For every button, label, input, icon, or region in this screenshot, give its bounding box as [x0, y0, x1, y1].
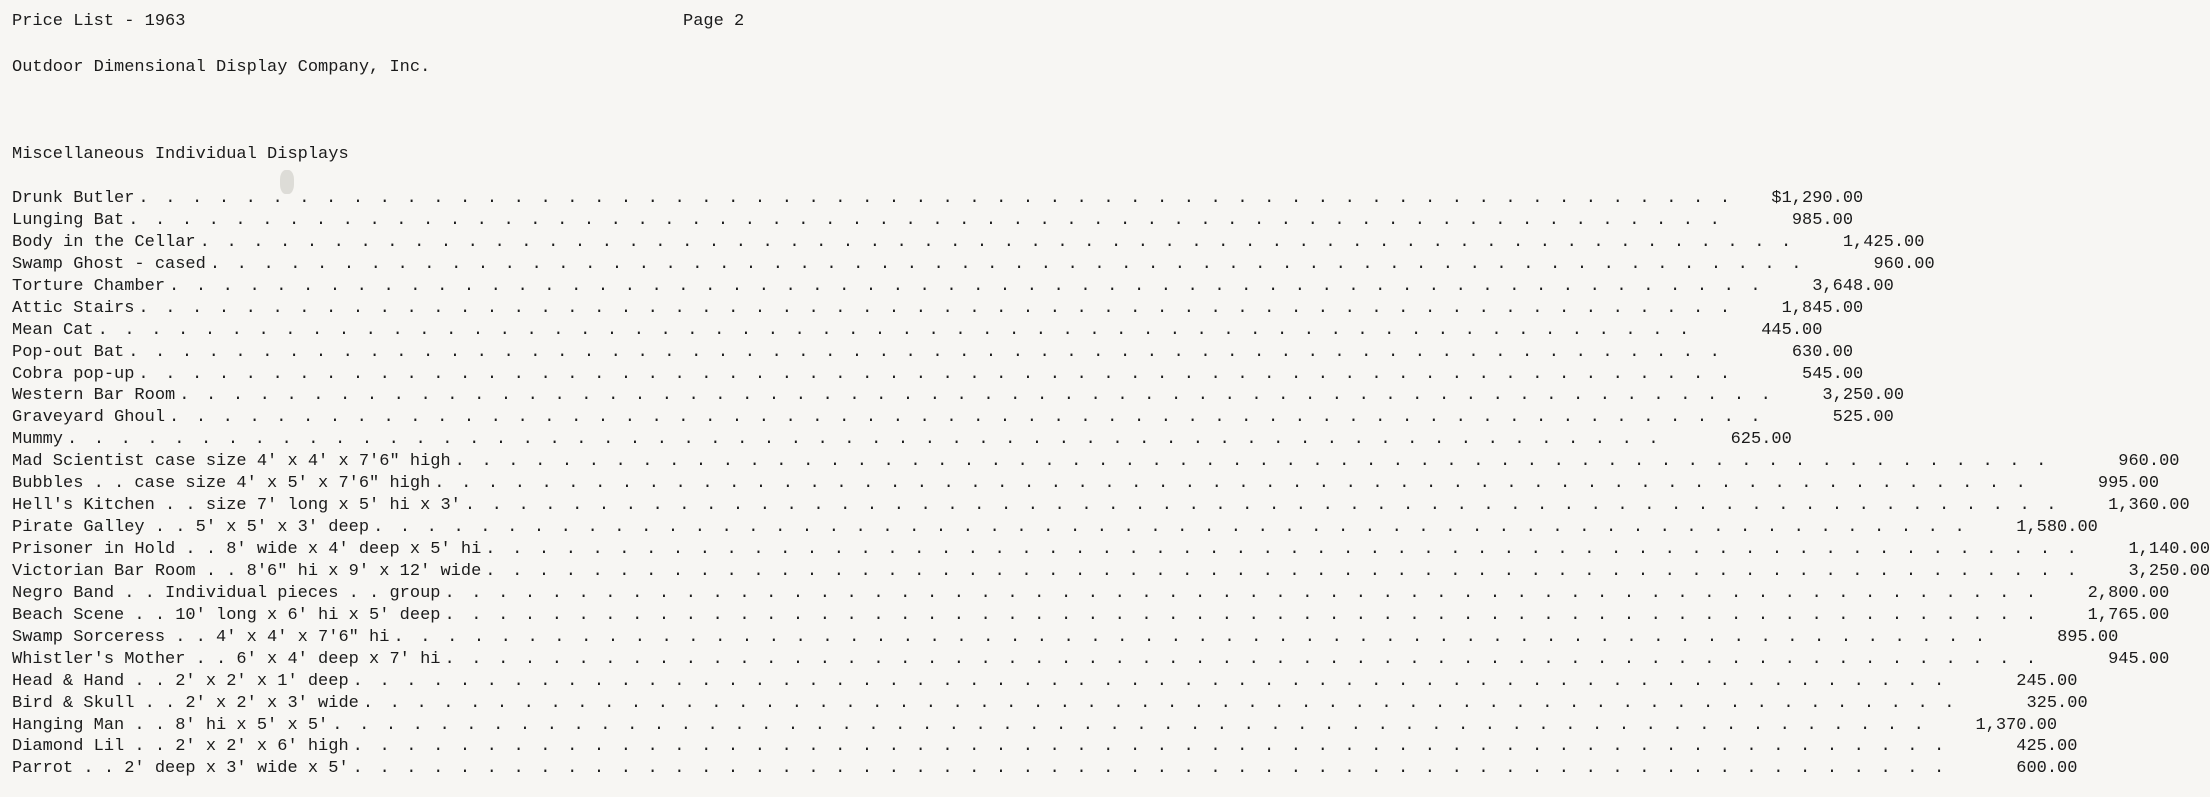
item-price: 3,250.00 [2128, 561, 2210, 581]
price-list-item [12, 342, 1854, 364]
price-list-item [12, 627, 2119, 649]
item-price: 630.00 [1791, 342, 1854, 362]
dot-leader: . . . . . . . . . . . . . . . . . . . . . . . . . . . . . . . . . . . . . . . . . . . . . . . . . . . . . . . . . . . . [485, 540, 2081, 559]
item-name: Hell's Kitchen . . size 7' long x 5' hi x 3' [12, 496, 461, 516]
dot-leader: . . . . . . . . . . . . . . . . . . . . . . . . . . . . . . . . . . . . . . . . . . . . . . . . . . . . . . . . . . . . [362, 693, 1958, 713]
item-name: Diamond Lil . . 2' x 2' x 6' high [12, 737, 349, 757]
dot-leader: . . . . . . . . . . . . . . . . . . . . . . . . . . . . . . . . . . . . . . . . . . . . . . . . . . . . . . . . . . . . [97, 320, 1693, 340]
document-title: Price List - 1963 [12, 12, 186, 31]
dot-leader: . . . . . . . . . . . . . . . . . . . . . . . . . . . . . . . . . . . . . . . . . . . . . . . . . . . . . . . . . . . . [67, 430, 1662, 450]
item-name: Body in the Cellar [12, 232, 196, 252]
price-list-item [12, 429, 1792, 451]
price-list-item [12, 320, 1823, 342]
item-price: 1,370.00 [1975, 715, 2058, 735]
item-name: Bird & Skull . . 2' x 2' x 3' wide [12, 693, 359, 713]
dot-leader: . . . . . . . . . . . . . . . . . . . . . . . . . . . . . . . . . . . . . . . . . . . . . . . . . . . . . . . . . . . . [464, 496, 2060, 516]
dot-leader: . . . . . . . . . . . . . . . . . . . . . . . . . . . . . . . . . . . . . . . . . . . . . . . . . . . . . . . . . . . . [444, 649, 2040, 669]
price-list-item [12, 693, 2088, 715]
item-name: Drunk Butler [12, 189, 135, 208]
dot-leader: . . . . . . . . . . . . . . . . . . . . . . . . . . . . . . . . . . . . . . . . . . . . . . . . . . . . . . . . . . . . [485, 561, 2081, 581]
item-name: Swamp Sorceress . . 4' x 4' x 7'6" hi [12, 627, 390, 647]
price-list-item [12, 561, 2210, 583]
item-name: Attic Stairs [12, 298, 135, 318]
item-price: 325.00 [2026, 693, 2088, 713]
item-price: 1,845.00 [1781, 298, 1864, 318]
dot-leader: . . . . . . . . . . . . . . . . . . . . . . . . . . . . . . . . . . . . . . . . . . . . . . . . . . . . . . . . . . . . [444, 605, 2040, 625]
price-list-item [12, 473, 2160, 495]
item-price: 995.00 [2097, 474, 2160, 494]
price-list-item [12, 539, 2210, 561]
item-price: 2,800.00 [2087, 583, 2170, 603]
item-price: 425.00 [2016, 737, 2078, 757]
item-name: Head & Hand . . 2' x 2' x 1' deep [12, 671, 349, 691]
item-name: Lunging Bat [12, 210, 125, 230]
item-price: $1,290.00 [1771, 189, 1864, 208]
price-list-item [12, 276, 1894, 298]
dot-leader: . . . . . . . . . . . . . . . . . . . . . . . . . . . . . . . . . . . . . . . . . . . . . . . . . . . . . . . . . . . . [138, 189, 1734, 208]
dot-leader: . . . . . . . . . . . . . . . . . . . . . . . . . . . . . . . . . . . . . . . . . . . . . . . . . . . . . . . . . . . . [128, 342, 1724, 362]
page-number: Page 2 [683, 12, 745, 31]
item-name: Whistler's Mother . . 6' x 4' deep x 7' hi [12, 649, 441, 669]
item-name: Pop-out Bat [12, 342, 125, 362]
item-price: 445.00 [1761, 320, 1823, 340]
item-price: 960.00 [1873, 254, 1935, 274]
item-price: 895.00 [2057, 627, 2119, 647]
dot-leader: . . . . . . . . . . . . . . . . . . . . . . . . . . . . . . . . . . . . . . . . . . . . . . . . . . . . . . . . . . . . [199, 232, 1795, 252]
item-price: 3,250.00 [1822, 386, 1905, 406]
price-list-item [12, 605, 2170, 627]
price-list-item [12, 736, 2078, 758]
dot-leader: . . . . . . . . . . . . . . . . . . . . . . . . . . . . . . . . . . . . . . . . . . . . . . . . . . . . . . . . . . . . [352, 671, 1948, 691]
item-price: 960.00 [2118, 452, 2180, 472]
dot-leader: . . . . . . . . . . . . . . . . . . . . . . . . . . . . . . . . . . . . . . . . . . . . . . . . . . . . . . . . . . . . [393, 627, 1989, 647]
item-name: Prisoner in Hold . . 8' wide x 4' deep x 5' hi [12, 540, 482, 559]
item-price: 545.00 [1802, 364, 1864, 384]
dot-leader: . . . . . . . . . . . . . . . . . . . . . . . . . . . . . . . . . . . . . . . . . . . . . . . . . . . . . . . . . . . . [434, 474, 2030, 494]
item-price: 625.00 [1730, 430, 1792, 450]
item-price: 600.00 [2016, 759, 2078, 779]
dot-leader: . . . . . . . . . . . . . . . . . . . . . . . . . . . . . . . . . . . . . . . . . . . . . . . . . . . . . . . . . . . . [138, 364, 1734, 384]
item-price: 985.00 [1791, 210, 1854, 230]
item-name: Beach Scene . . 10' long x 6' hi x 5' deep [12, 605, 441, 625]
item-price: 1,765.00 [2087, 605, 2170, 625]
price-list-item [12, 385, 1905, 407]
item-name: Parrot . . 2' deep x 3' wide x 5' [12, 759, 349, 779]
item-price: 1,425.00 [1842, 232, 1925, 252]
price-list-item [12, 517, 2098, 539]
item-name: Bubbles . . case size 4' x 5' x 7'6" high [12, 474, 431, 494]
price-list-item [12, 188, 1864, 210]
item-price: 945.00 [2108, 649, 2170, 669]
item-price: 1,360.00 [2108, 496, 2190, 516]
item-name: Hanging Man . . 8' hi x 5' x 5' [12, 715, 329, 735]
item-name: Graveyard Ghoul [12, 408, 166, 428]
item-name: Mean Cat [12, 320, 94, 340]
price-list [12, 188, 2210, 780]
item-price: 245.00 [2016, 671, 2078, 691]
dot-leader: . . . . . . . . . . . . . . . . . . . . . . . . . . . . . . . . . . . . . . . . . . . . . . . . . . . . . . . . . . . . [454, 452, 2050, 472]
item-price: 525.00 [1832, 408, 1894, 428]
price-list-item [12, 210, 1854, 232]
item-name: Swamp Ghost - cased [12, 254, 206, 274]
price-list-item [12, 715, 2058, 737]
item-name: Cobra pop-up [12, 364, 135, 384]
company-name: Outdoor Dimensional Display Company, Inc. [12, 58, 431, 77]
dot-leader: . . . . . . . . . . . . . . . . . . . . . . . . . . . . . . . . . . . . . . . . . . . . . . . . . . . . . . . . . . . . [352, 759, 1948, 779]
dot-leader: . . . . . . . . . . . . . . . . . . . . . . . . . . . . . . . . . . . . . . . . . . . . . . . . . . . . . . . . . . . . [138, 298, 1734, 318]
item-price: 1,140.00 [2128, 540, 2210, 559]
dot-leader: . . . . . . . . . . . . . . . . . . . . . . . . . . . . . . . . . . . . . . . . . . . . . . . . . . . . . . . . . . . . [179, 386, 1775, 406]
item-price: 3,648.00 [1812, 276, 1894, 296]
dot-leader: . . . . . . . . . . . . . . . . . . . . . . . . . . . . . . . . . . . . . . . . . . . . . . . . . . . . . . . . . . . . [332, 715, 1928, 735]
dot-leader: . . . . . . . . . . . . . . . . . . . . . . . . . . . . . . . . . . . . . . . . . . . . . . . . . . . . . . . . . . . . [352, 737, 1948, 757]
price-list-item [12, 232, 1925, 254]
price-list-item [12, 649, 2170, 671]
price-list-item [12, 583, 2170, 605]
item-name: Mad Scientist case size 4' x 4' x 7'6" high [12, 452, 451, 472]
dot-leader: . . . . . . . . . . . . . . . . . . . . . . . . . . . . . . . . . . . . . . . . . . . . . . . . . . . . . . . . . . . . [373, 518, 1968, 538]
price-list-item [12, 254, 1935, 276]
item-name: Negro Band . . Individual pieces . . group [12, 583, 441, 603]
dot-leader: . . . . . . . . . . . . . . . . . . . . . . . . . . . . . . . . . . . . . . . . . . . . . . . . . . . . . . . . . . . . [209, 254, 1805, 274]
dot-leader: . . . . . . . . . . . . . . . . . . . . . . . . . . . . . . . . . . . . . . . . . . . . . . . . . . . . . . . . . . . . [444, 583, 2040, 603]
price-list-item [12, 758, 2078, 780]
price-list-item [12, 451, 2180, 473]
dot-leader: . . . . . . . . . . . . . . . . . . . . . . . . . . . . . . . . . . . . . . . . . . . . . . . . . . . . . . . . . . . . [169, 408, 1764, 428]
item-name: Torture Chamber [12, 276, 166, 296]
item-name: Victorian Bar Room . . 8'6" hi x 9' x 12' wide [12, 561, 482, 581]
item-name: Pirate Galley . . 5' x 5' x 3' deep [12, 518, 370, 538]
item-price: 1,580.00 [2016, 518, 2098, 538]
item-name: Western Bar Room [12, 386, 176, 406]
dot-leader: . . . . . . . . . . . . . . . . . . . . . . . . . . . . . . . . . . . . . . . . . . . . . . . . . . . . . . . . . . . . [169, 276, 1764, 296]
price-list-item [12, 298, 1864, 320]
item-name: Mummy [12, 430, 64, 450]
section-heading: Miscellaneous Individual Displays [12, 145, 349, 164]
price-list-item [12, 671, 2078, 693]
price-list-item [12, 407, 1894, 429]
price-list-item [12, 364, 1864, 386]
price-list-item [12, 495, 2190, 517]
dot-leader: . . . . . . . . . . . . . . . . . . . . . . . . . . . . . . . . . . . . . . . . . . . . . . . . . . . . . . . . . . . . [128, 210, 1724, 230]
